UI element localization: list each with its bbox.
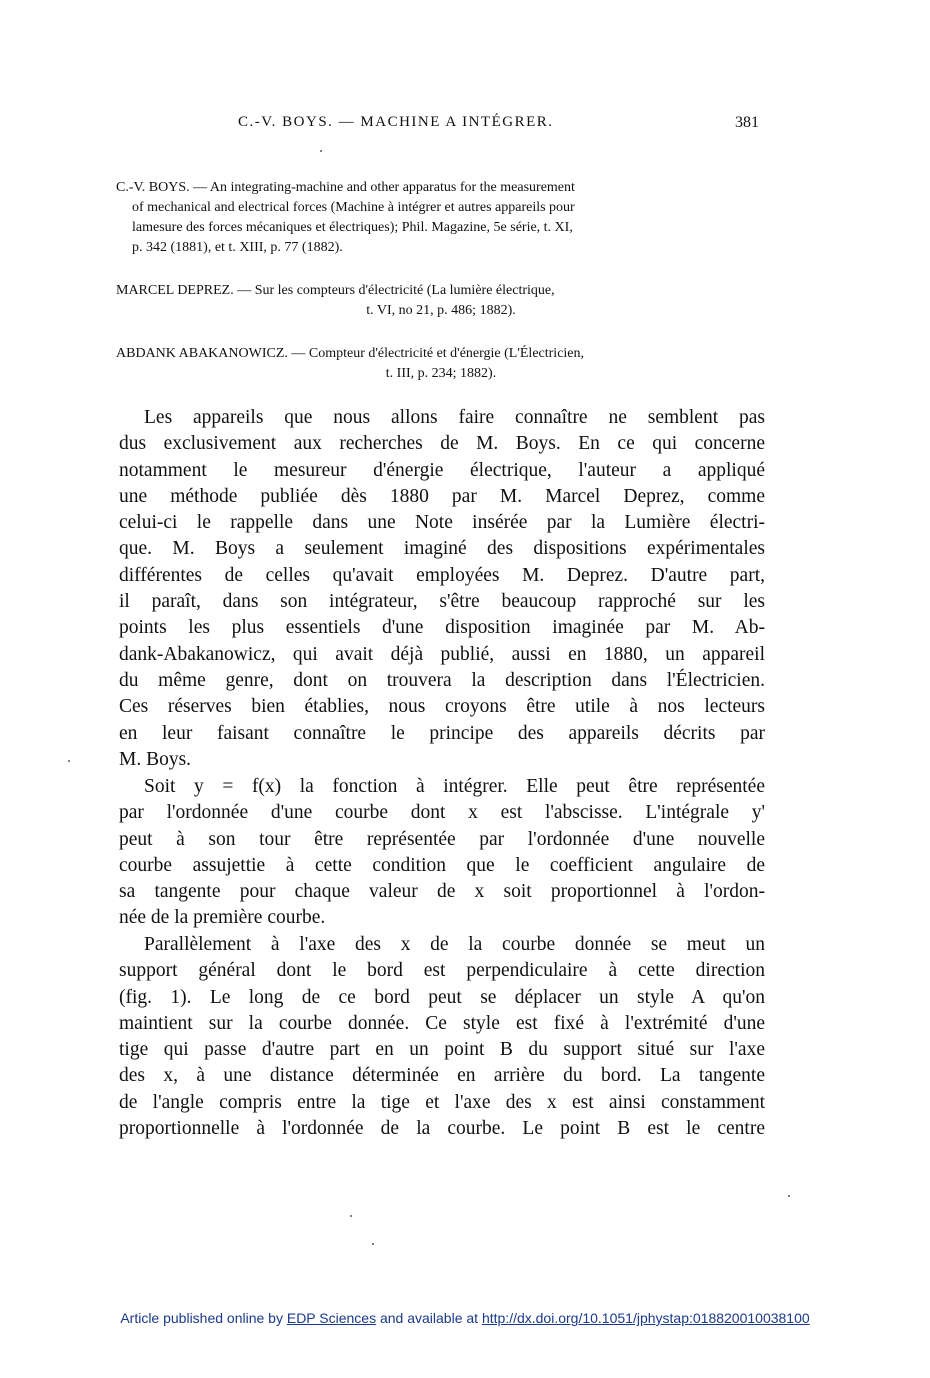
reference-line: p. 342 (1881), et t. XIII, p. 77 (1882). [132,240,343,255]
running-header [0,114,930,138]
footer-middle: and available at [379,1310,479,1326]
scan-speck [788,1195,790,1197]
edp-sciences-link[interactable]: EDP Sciences [286,1310,377,1326]
scan-speck [372,1243,374,1245]
text-line: que. M. Boys a seulement imaginé des dispositions expérimentales [119,538,765,560]
text-line: des x, à une distance déterminée en arrière du bord. La tangente [119,1065,765,1087]
text-line: par l'ordonnée d'une courbe dont x est l'abscisse. L'intégrale y' [119,802,765,824]
paragraph-1 [119,405,765,773]
text-line: de l'angle compris entre la tige et l'axe des x est ainsi constamment [119,1091,765,1113]
text-line: peut à son tour être représentée par l'ordonnée d'une nouvelle [119,828,765,850]
scan-speck [320,150,322,152]
text-line: en leur faisant connaître le principe des appareils décrits par [119,722,765,744]
running-title: C.-V. BOYS. — MACHINE A INTÉGRER. [238,114,554,130]
text-line: courbe assujettie à cette condition que le coefficient angulaire de [119,854,765,876]
publisher-footer [0,1310,930,1326]
text-line: sa tangente pour chaque valeur de x soit proportionnel à l'ordon- [119,881,765,903]
text-line: proportionnelle à l'ordonnée de la courbe. Le point B est le centre [119,1118,765,1140]
text-line: (fig. 1). Le long de ce bord peut se déplacer un style A qu'on [119,986,765,1008]
text-line: support général dont le bord est perpendiculaire à cette direction [119,960,765,982]
reference-line: MARCEL DEPREZ. — Sur les compteurs d'électricité (La lumière électrique, [116,283,555,298]
text-line: M. Boys. [119,748,192,770]
text-line: du même genre, dont on trouvera la description dans l'Électricien. [119,669,765,691]
scan-speck [350,1215,352,1217]
footer-prefix: Article published online by [120,1310,283,1326]
text-line: points les plus essentiels d'une disposition imaginée par M. Ab- [119,617,765,639]
scan-speck [68,760,70,762]
reference-line: ABDANK ABAKANOWICZ. — Compteur d'électricité et d'énergie (L'Électricien, [116,346,585,361]
text-line: différentes de celles qu'avait employées M. Deprez. D'autre part, [119,564,765,586]
reference-deprez [116,281,766,321]
reference-line: of mechanical and electrical forces (Machine à intégrer et autres appareils pour [132,200,575,215]
text-line: née de la première courbe. [119,907,326,929]
doi-link[interactable]: http://dx.doi.org/10.1051/jphystap:018820010038100 [481,1310,810,1326]
page-number: 381 [735,114,759,131]
reference-boys [116,178,766,258]
text-line: tige qui passe d'autre part en un point B du support situé sur l'axe [119,1039,765,1061]
text-line: Ces réserves bien établies, nous croyons être utile à nos lecteurs [119,696,765,718]
reference-line: t. VI, no 21, p. 486; 1882). [366,303,516,318]
text-line: une méthode publiée dès 1880 par M. Marcel Deprez, comme [119,485,765,507]
text-line: celui-ci le rappelle dans une Note insérée par la Lumière électri- [119,512,765,534]
text-line: maintient sur la courbe donnée. Ce style est fixé à l'extrémité d'une [119,1012,765,1034]
text-line: dus exclusivement aux recherches de M. Boys. En ce qui concerne [119,433,765,455]
text-line: il paraît, dans son intégrateur, s'être beaucoup rapproché sur les [119,591,765,613]
reference-line: t. III, p. 234; 1882). [385,366,497,381]
reference-abakanowicz [116,344,766,384]
text-line: Parallèlement à l'axe des x de la courbe donnée se meut un [144,934,765,955]
paragraph-3 [119,932,765,1142]
text-line: notamment le mesureur d'énergie électrique, l'auteur a appliqué [119,459,765,481]
text-line: Soit y = f(x) la fonction à intégrer. Elle peut être représentée [144,776,765,797]
text-line: dank-Abakanowicz, qui avait déjà publié, aussi en 1880, un appareil [119,643,765,665]
reference-line: C.-V. BOYS. — An integrating-machine and other apparatus for the measurement [116,180,575,195]
paragraph-2 [119,774,765,932]
reference-line: lamesure des forces mécaniques et électriques); Phil. Magazine, 5e série, t. XI, [132,220,573,235]
text-line: Les appareils que nous allons faire connaître ne semblent pas [144,407,765,428]
